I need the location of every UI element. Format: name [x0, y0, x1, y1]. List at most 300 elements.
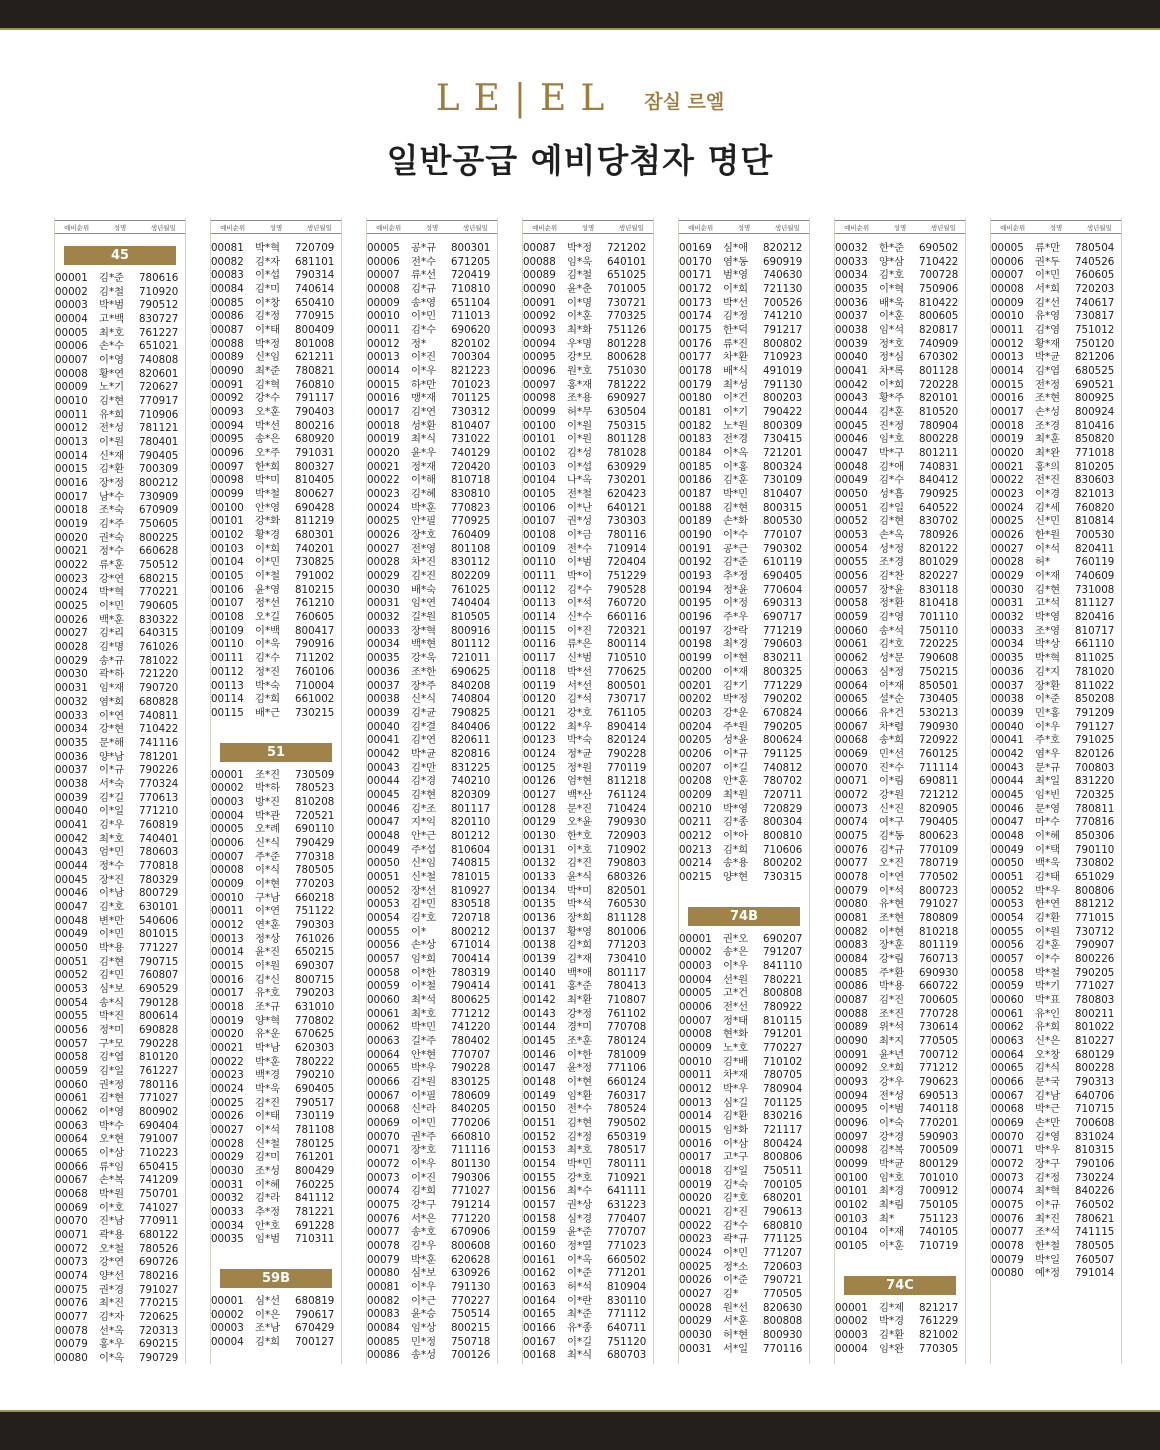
birthdate: 800715	[295, 973, 335, 986]
name: 이*재	[723, 665, 749, 678]
birthdate: 800216	[295, 419, 335, 432]
name: 최*준	[567, 1308, 593, 1321]
list-item	[367, 1021, 497, 1035]
rank: 00176	[679, 337, 712, 350]
name: 박*관	[255, 809, 281, 822]
list-item	[835, 953, 965, 967]
birthdate: 800429	[295, 1165, 335, 1177]
rank: 00117	[523, 652, 556, 665]
rank: 00043	[835, 392, 868, 405]
list-item	[211, 933, 341, 947]
name: 심*선	[255, 1295, 281, 1308]
list-item	[523, 775, 653, 789]
list-item	[55, 764, 185, 778]
name: 박*용	[99, 941, 125, 954]
rank: 00063	[367, 1034, 400, 1047]
list-item	[55, 751, 185, 765]
name: 김*훈	[1035, 939, 1061, 952]
list-item	[55, 368, 185, 382]
list-item	[211, 837, 341, 851]
name: 손*복	[99, 1174, 125, 1187]
rank: 00002	[211, 1308, 244, 1321]
list-item	[679, 1110, 809, 1124]
list-item	[523, 379, 653, 393]
birthdate: 770802	[295, 1014, 335, 1027]
birthdate: 790414	[451, 980, 491, 993]
list-item	[211, 474, 341, 488]
rank: 00137	[523, 925, 556, 938]
birthdate: 730201	[607, 474, 647, 487]
birthdate: 730712	[1075, 925, 1115, 938]
birthdate: 700712	[919, 1048, 959, 1061]
list-item	[211, 392, 341, 406]
list-item	[991, 625, 1121, 639]
birthdate: 751123	[919, 1212, 959, 1225]
birthdate: 690502	[919, 242, 959, 254]
birthdate: 791127	[1075, 720, 1115, 733]
birthdate: 790512	[139, 299, 179, 312]
birthdate: 690215	[139, 1338, 179, 1351]
list-item	[991, 1008, 1121, 1022]
list-item	[991, 584, 1121, 598]
birthdate: 791027	[919, 898, 959, 911]
rank: 00072	[835, 788, 868, 801]
birthdate: 701125	[451, 392, 491, 405]
birthdate: 760819	[139, 818, 179, 831]
name: 김*희	[255, 1336, 281, 1349]
birthdate: 651104	[451, 296, 491, 309]
name: 전*정	[1035, 378, 1061, 391]
birthdate: 761201	[295, 1151, 335, 1164]
birthdate: 801022	[1075, 1021, 1115, 1034]
birthdate: 651025	[607, 269, 647, 282]
name: 맹*재	[411, 392, 437, 405]
rank: 00120	[523, 693, 556, 706]
rank: 00102	[835, 1199, 868, 1212]
name: 김*진	[723, 1206, 749, 1219]
list-item	[367, 721, 497, 735]
birthdate: 791130	[763, 378, 803, 391]
name: 이*한	[411, 966, 437, 979]
name: 손*옥	[879, 529, 905, 542]
birthdate: 761026	[139, 641, 179, 654]
rank: 00009	[211, 877, 244, 890]
name: 김*혁	[255, 378, 281, 391]
birthdate: 850306	[1075, 829, 1115, 842]
name: 김*찬	[879, 570, 905, 583]
list-item	[523, 994, 653, 1008]
rank: 00014	[55, 449, 88, 462]
list-item	[211, 851, 341, 865]
rank: 00025	[211, 1096, 244, 1109]
name: 김*제	[879, 1301, 905, 1314]
birthdate: 631010	[295, 1000, 335, 1013]
name: 윤*우	[411, 447, 437, 460]
birthdate: 640522	[919, 501, 959, 514]
birthdate: 790405	[139, 449, 179, 462]
rank: 00067	[367, 1089, 400, 1102]
rank: 00158	[523, 1212, 556, 1225]
list-item	[523, 1322, 653, 1336]
list-item	[211, 324, 341, 338]
rank: 00059	[991, 980, 1024, 993]
rank: 00034	[367, 638, 400, 651]
birthdate: 710807	[607, 993, 647, 1006]
rank: 00052	[991, 884, 1024, 897]
list-item	[835, 242, 965, 256]
name: 손*상	[411, 939, 437, 952]
birthdate: 800608	[451, 1240, 491, 1253]
rank: 00068	[55, 1188, 88, 1201]
name: 박*숙	[255, 679, 281, 692]
list-item	[679, 844, 809, 858]
birthdate: 800723	[919, 884, 959, 897]
birthdate: 800228	[919, 433, 959, 446]
column-header-label: 성명	[1049, 223, 1063, 232]
birthdate: 800530	[763, 515, 803, 528]
list-item	[991, 338, 1121, 352]
list-item	[367, 734, 497, 748]
rank: 00046	[835, 433, 868, 446]
name: 이*기	[723, 406, 749, 419]
birthdate: 710719	[919, 1240, 959, 1253]
rank: 00017	[679, 1151, 712, 1164]
birthdate: 801112	[451, 638, 491, 651]
rank: 00135	[523, 898, 556, 911]
birthdate: 791201	[763, 1028, 803, 1041]
name: 장*진	[99, 873, 125, 886]
name: 김*영	[1035, 324, 1061, 337]
list-item	[211, 379, 341, 393]
birthdate: 780111	[607, 1158, 647, 1171]
name: 이*삼	[99, 1147, 125, 1159]
list-item	[679, 1343, 809, 1357]
list-item	[835, 269, 965, 283]
rank: 00066	[991, 1075, 1024, 1088]
rank: 00069	[835, 747, 868, 760]
rank: 00017	[991, 406, 1024, 419]
rank: 00100	[211, 501, 244, 514]
list-item	[835, 256, 965, 270]
name: 오*주	[255, 447, 281, 460]
name: 염*희	[99, 695, 125, 708]
rank: 00033	[991, 624, 1024, 637]
list-item	[211, 625, 341, 639]
birthdate: 770823	[451, 501, 491, 514]
list-item	[679, 242, 809, 256]
rank: 00031	[211, 1178, 244, 1191]
name: 김*현	[99, 955, 125, 968]
group-label: 59B	[220, 1269, 332, 1288]
rank: 00089	[523, 269, 556, 282]
list-item	[835, 420, 965, 434]
name: 서*훈	[723, 1315, 749, 1328]
name: 김*우	[411, 1240, 437, 1253]
name: 조*숙	[99, 504, 125, 517]
name: 박*표	[1035, 993, 1061, 1006]
name: 전*경	[723, 433, 749, 446]
birthdate: 720420	[451, 460, 491, 473]
name: 신*식	[255, 836, 281, 849]
rank: 00034	[211, 1219, 244, 1232]
name: 신*진	[879, 802, 905, 815]
list-item	[55, 819, 185, 833]
rank: 00086	[211, 310, 244, 323]
list-item	[835, 939, 965, 953]
birthdate: 841110	[763, 959, 803, 972]
list-item	[679, 1220, 809, 1234]
rank: 00014	[367, 365, 400, 378]
list-item	[679, 721, 809, 735]
rank: 00029	[367, 570, 400, 583]
list-item	[367, 1308, 497, 1322]
birthdate: 771106	[607, 1062, 647, 1075]
name: 김*현	[1035, 583, 1061, 596]
rank: 00046	[991, 802, 1024, 815]
name: 강*연	[99, 572, 125, 585]
name: 이*진	[411, 351, 437, 364]
name: 최*환	[567, 993, 593, 1006]
birthdate: 740614	[295, 283, 335, 296]
rank: 00061	[55, 1092, 88, 1105]
birthdate: 700608	[1075, 1117, 1115, 1129]
list-item	[367, 1267, 497, 1281]
rank: 00189	[679, 515, 712, 528]
name: 장*구	[1035, 1158, 1061, 1171]
birthdate: 770324	[139, 777, 179, 790]
list-item	[991, 1062, 1121, 1076]
name: 이*섭	[567, 460, 593, 473]
birthdate: 700526	[763, 296, 803, 309]
rank: 00058	[835, 597, 868, 610]
name: 임*희	[411, 952, 437, 965]
list-item	[211, 515, 341, 529]
birthdate: 770505	[919, 1034, 959, 1047]
birthdate: 800211	[1075, 1007, 1115, 1020]
rank: 00077	[835, 857, 868, 870]
name: 이*금	[567, 529, 593, 542]
list-item	[367, 365, 497, 379]
name: 최*화	[567, 324, 593, 337]
birthdate: 640711	[607, 1322, 647, 1335]
birthdate: 840205	[451, 1103, 491, 1116]
name: 손*수	[99, 340, 125, 353]
birthdate: 701023	[451, 378, 491, 391]
birthdate: 740811	[139, 709, 179, 722]
rank: 00022	[679, 1219, 712, 1232]
rank: 00002	[55, 285, 88, 298]
name: 장*주	[411, 679, 437, 692]
birthdate: 790715	[139, 955, 179, 968]
list-item	[523, 269, 653, 283]
rank: 00039	[991, 706, 1024, 719]
birthdate: 770407	[607, 1212, 647, 1225]
rank: 00035	[211, 1233, 244, 1246]
name: 이*창	[255, 296, 281, 309]
name: 심*정	[879, 665, 905, 678]
list-item	[835, 297, 965, 311]
rank: 00076	[835, 843, 868, 856]
birthdate: 800228	[1075, 1062, 1115, 1075]
rank: 00021	[211, 1041, 244, 1054]
birthdate: 780922	[763, 1000, 803, 1013]
name: 민*선	[879, 747, 905, 760]
birthdate: 700304	[451, 351, 491, 364]
birthdate: 761227	[139, 1064, 179, 1077]
list-item	[55, 381, 185, 395]
rank: 00085	[835, 966, 868, 979]
rank: 00143	[523, 1007, 556, 1020]
rank: 00043	[367, 761, 400, 774]
name: 윤*진	[255, 946, 281, 959]
list-item	[55, 1229, 185, 1243]
name: 이*연	[255, 905, 281, 918]
name: 조*현	[1035, 392, 1061, 405]
birthdate: 770215	[139, 1297, 179, 1310]
birthdate: 730717	[607, 693, 647, 706]
birthdate: 841112	[295, 1192, 335, 1205]
birthdate: 790403	[295, 406, 335, 419]
list-item	[367, 611, 497, 625]
list-item	[211, 1336, 341, 1350]
rank: 00036	[55, 750, 88, 763]
rank: 00083	[835, 939, 868, 952]
name: 길*원	[411, 611, 437, 624]
name: 이*식	[255, 864, 281, 877]
name: 남*수	[99, 490, 125, 503]
rank: 00013	[55, 436, 88, 449]
birthdate: 711202	[295, 652, 335, 665]
birthdate: 731022	[451, 433, 491, 446]
birthdate: 710004	[295, 679, 335, 692]
birthdate: 791007	[139, 1133, 179, 1146]
name: 박*이	[567, 570, 593, 583]
list-item	[523, 680, 653, 694]
name: 오*길	[255, 611, 281, 624]
birthdate: 780124	[607, 1034, 647, 1047]
list-item	[679, 515, 809, 529]
list-item	[55, 997, 185, 1011]
birthdate: 710510	[607, 652, 647, 665]
birthdate: 661110	[1075, 638, 1115, 651]
list-item	[367, 1281, 497, 1295]
rank: 00023	[367, 488, 400, 501]
rank: 00025	[55, 600, 88, 613]
rank: 00088	[523, 255, 556, 268]
birthdate: 721011	[451, 652, 491, 665]
name: 김*미	[255, 283, 281, 296]
list-item	[835, 1199, 965, 1213]
list-item	[211, 1001, 341, 1015]
name: 이*아	[723, 829, 749, 842]
rank: 00053	[55, 982, 88, 995]
birthdate: 790303	[295, 918, 335, 931]
name: 최*식	[567, 1349, 593, 1362]
rank: 00056	[835, 570, 868, 583]
list-item	[367, 1349, 497, 1363]
list-item	[55, 286, 185, 300]
list-item	[679, 946, 809, 960]
name: 김*희	[255, 693, 281, 706]
rank: 00097	[523, 378, 556, 391]
list-item	[367, 857, 497, 871]
rank: 00086	[835, 980, 868, 993]
rank: 00079	[367, 1253, 400, 1266]
rank: 00039	[367, 706, 400, 719]
birthdate: 800203	[763, 392, 803, 405]
birthdate: 790422	[763, 406, 803, 419]
list-item	[523, 816, 653, 830]
rank: 00039	[55, 791, 88, 804]
list-item	[991, 939, 1121, 953]
rank: 00045	[367, 788, 400, 801]
list-item	[367, 570, 497, 584]
birthdate: 760810	[295, 378, 335, 391]
name: 이*명	[567, 296, 593, 309]
list-item	[679, 707, 809, 721]
list-item	[211, 433, 341, 447]
rank: 00157	[523, 1199, 556, 1212]
rank: 00165	[523, 1308, 556, 1321]
column-header-label: 예비순위	[532, 223, 558, 232]
birthdate: 670824	[763, 706, 803, 719]
name: 김*숙	[723, 1178, 749, 1191]
name: 길*주	[411, 1034, 437, 1047]
birthdate: 821206	[1075, 351, 1115, 364]
birthdate: 690428	[295, 501, 335, 514]
rank: 00181	[679, 406, 712, 419]
list-item	[211, 1015, 341, 1029]
birthdate: 820501	[607, 884, 647, 897]
name: 노*원	[723, 419, 749, 432]
name: 박*민	[723, 488, 749, 501]
name: 김*규	[879, 843, 905, 856]
name: 강*화	[255, 515, 281, 528]
list-item	[211, 338, 341, 352]
name: 이*희	[255, 542, 281, 555]
list-item	[679, 338, 809, 352]
name: 이*숙	[879, 1117, 905, 1129]
name: 김*호	[879, 269, 905, 282]
name: 박*혁	[255, 242, 281, 254]
rank: 00199	[679, 652, 712, 665]
list-item	[367, 447, 497, 461]
rank: 00012	[367, 337, 400, 350]
list-item	[991, 1199, 1121, 1213]
name: 박*민	[411, 1021, 437, 1034]
rank: 00141	[523, 980, 556, 993]
rank: 00076	[55, 1297, 88, 1310]
rank: 00089	[211, 351, 244, 364]
rank: 00008	[367, 283, 400, 296]
list-item	[835, 488, 965, 502]
birthdate: 750605	[139, 518, 179, 531]
column-header	[523, 220, 653, 234]
birthdate: 791209	[1075, 706, 1115, 719]
name: 정*	[411, 337, 427, 350]
rank: 00078	[55, 1324, 88, 1337]
list-item	[991, 1254, 1121, 1268]
list-item	[679, 1028, 809, 1042]
name: 이*원	[567, 419, 593, 432]
rank: 00024	[211, 1082, 244, 1095]
list-item	[367, 392, 497, 406]
list-item	[991, 447, 1121, 461]
rank: 00021	[55, 545, 88, 558]
birthdate: 771018	[1075, 447, 1115, 460]
name: 황*영	[567, 925, 593, 938]
list-item	[211, 796, 341, 810]
